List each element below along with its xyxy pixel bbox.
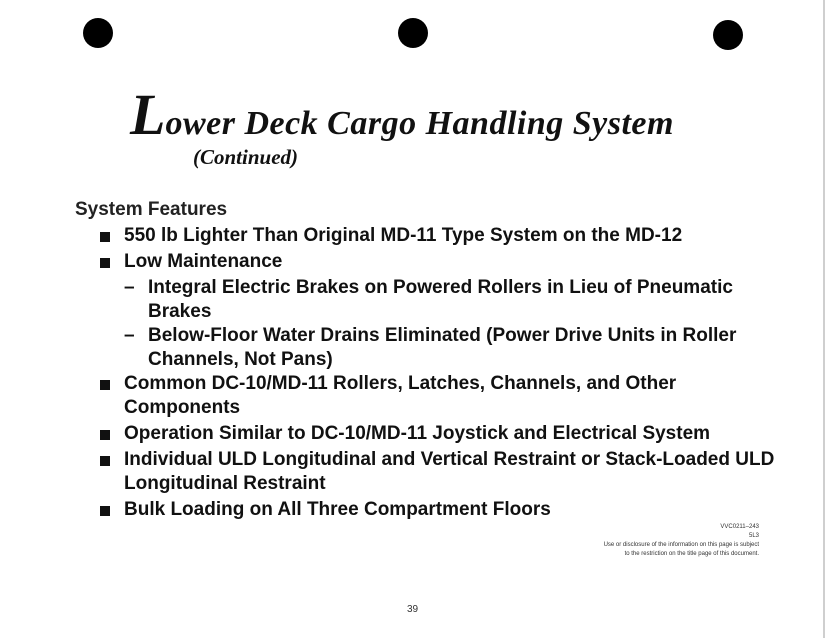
bullet-square-icon [100,258,110,268]
bullet-square-icon [100,456,110,466]
feature-text: Common DC-10/MD-11 Rollers, Latches, Channels, and Other Components [124,373,677,418]
feature-bullet [98,448,778,496]
reference-code: VVC0211–243 [720,524,759,530]
page-subtitle: (Continued) [193,145,299,169]
binder-hole-right [713,20,743,50]
feature-sub-bullet [98,276,778,324]
bullet-square-icon [100,506,110,516]
feature-bullet [98,372,778,420]
binder-hole-left [83,18,113,48]
sub-feature-text: Below-Floor Water Drains Eliminated (Power Drive Units in Roller Channels, Not Pans) [148,325,737,370]
feature-text: Individual ULD Longitudinal and Vertical Restraint or Stack-Loaded ULD Longitudinal Restraint [124,449,775,494]
feature-text: Operation Similar to DC-10/MD-11 Joystick and Electrical System [124,423,711,444]
feature-bullet [98,498,778,522]
sub-feature-text: Integral Electric Brakes on Powered Rollers in Lieu of Pneumatic Brakes [148,277,733,322]
sub-bullet-dash: – [124,325,135,346]
feature-list [98,224,778,524]
feature-text: Low Maintenance [124,251,283,272]
title-text: ower Deck Cargo Handling System [165,105,674,142]
feature-text: Bulk Loading on All Three Compartment Floors [124,499,551,520]
reference-sheet: 5L3 [748,533,759,539]
page-number: 39 [406,604,419,615]
bullet-square-icon [100,430,110,440]
bullet-square-icon [100,380,110,390]
binder-hole-center [398,18,428,48]
page-title [130,82,674,147]
feature-bullet [98,422,778,446]
disclosure-notice-line-1: Use or disclosure of the information on this page is subject [603,542,759,548]
feature-bullet [98,250,778,274]
feature-bullet [98,224,778,248]
sub-bullet-dash: – [124,277,135,298]
document-reference [604,523,759,559]
feature-sub-bullet [98,324,778,372]
bullet-square-icon [100,232,110,242]
section-heading: System Features [75,199,228,220]
disclosure-notice-line-2: to the restriction on the title page of this document. [624,551,759,557]
title-initial: L [130,82,166,147]
feature-text: 550 lb Lighter Than Original MD-11 Type System on the MD-12 [124,225,683,246]
